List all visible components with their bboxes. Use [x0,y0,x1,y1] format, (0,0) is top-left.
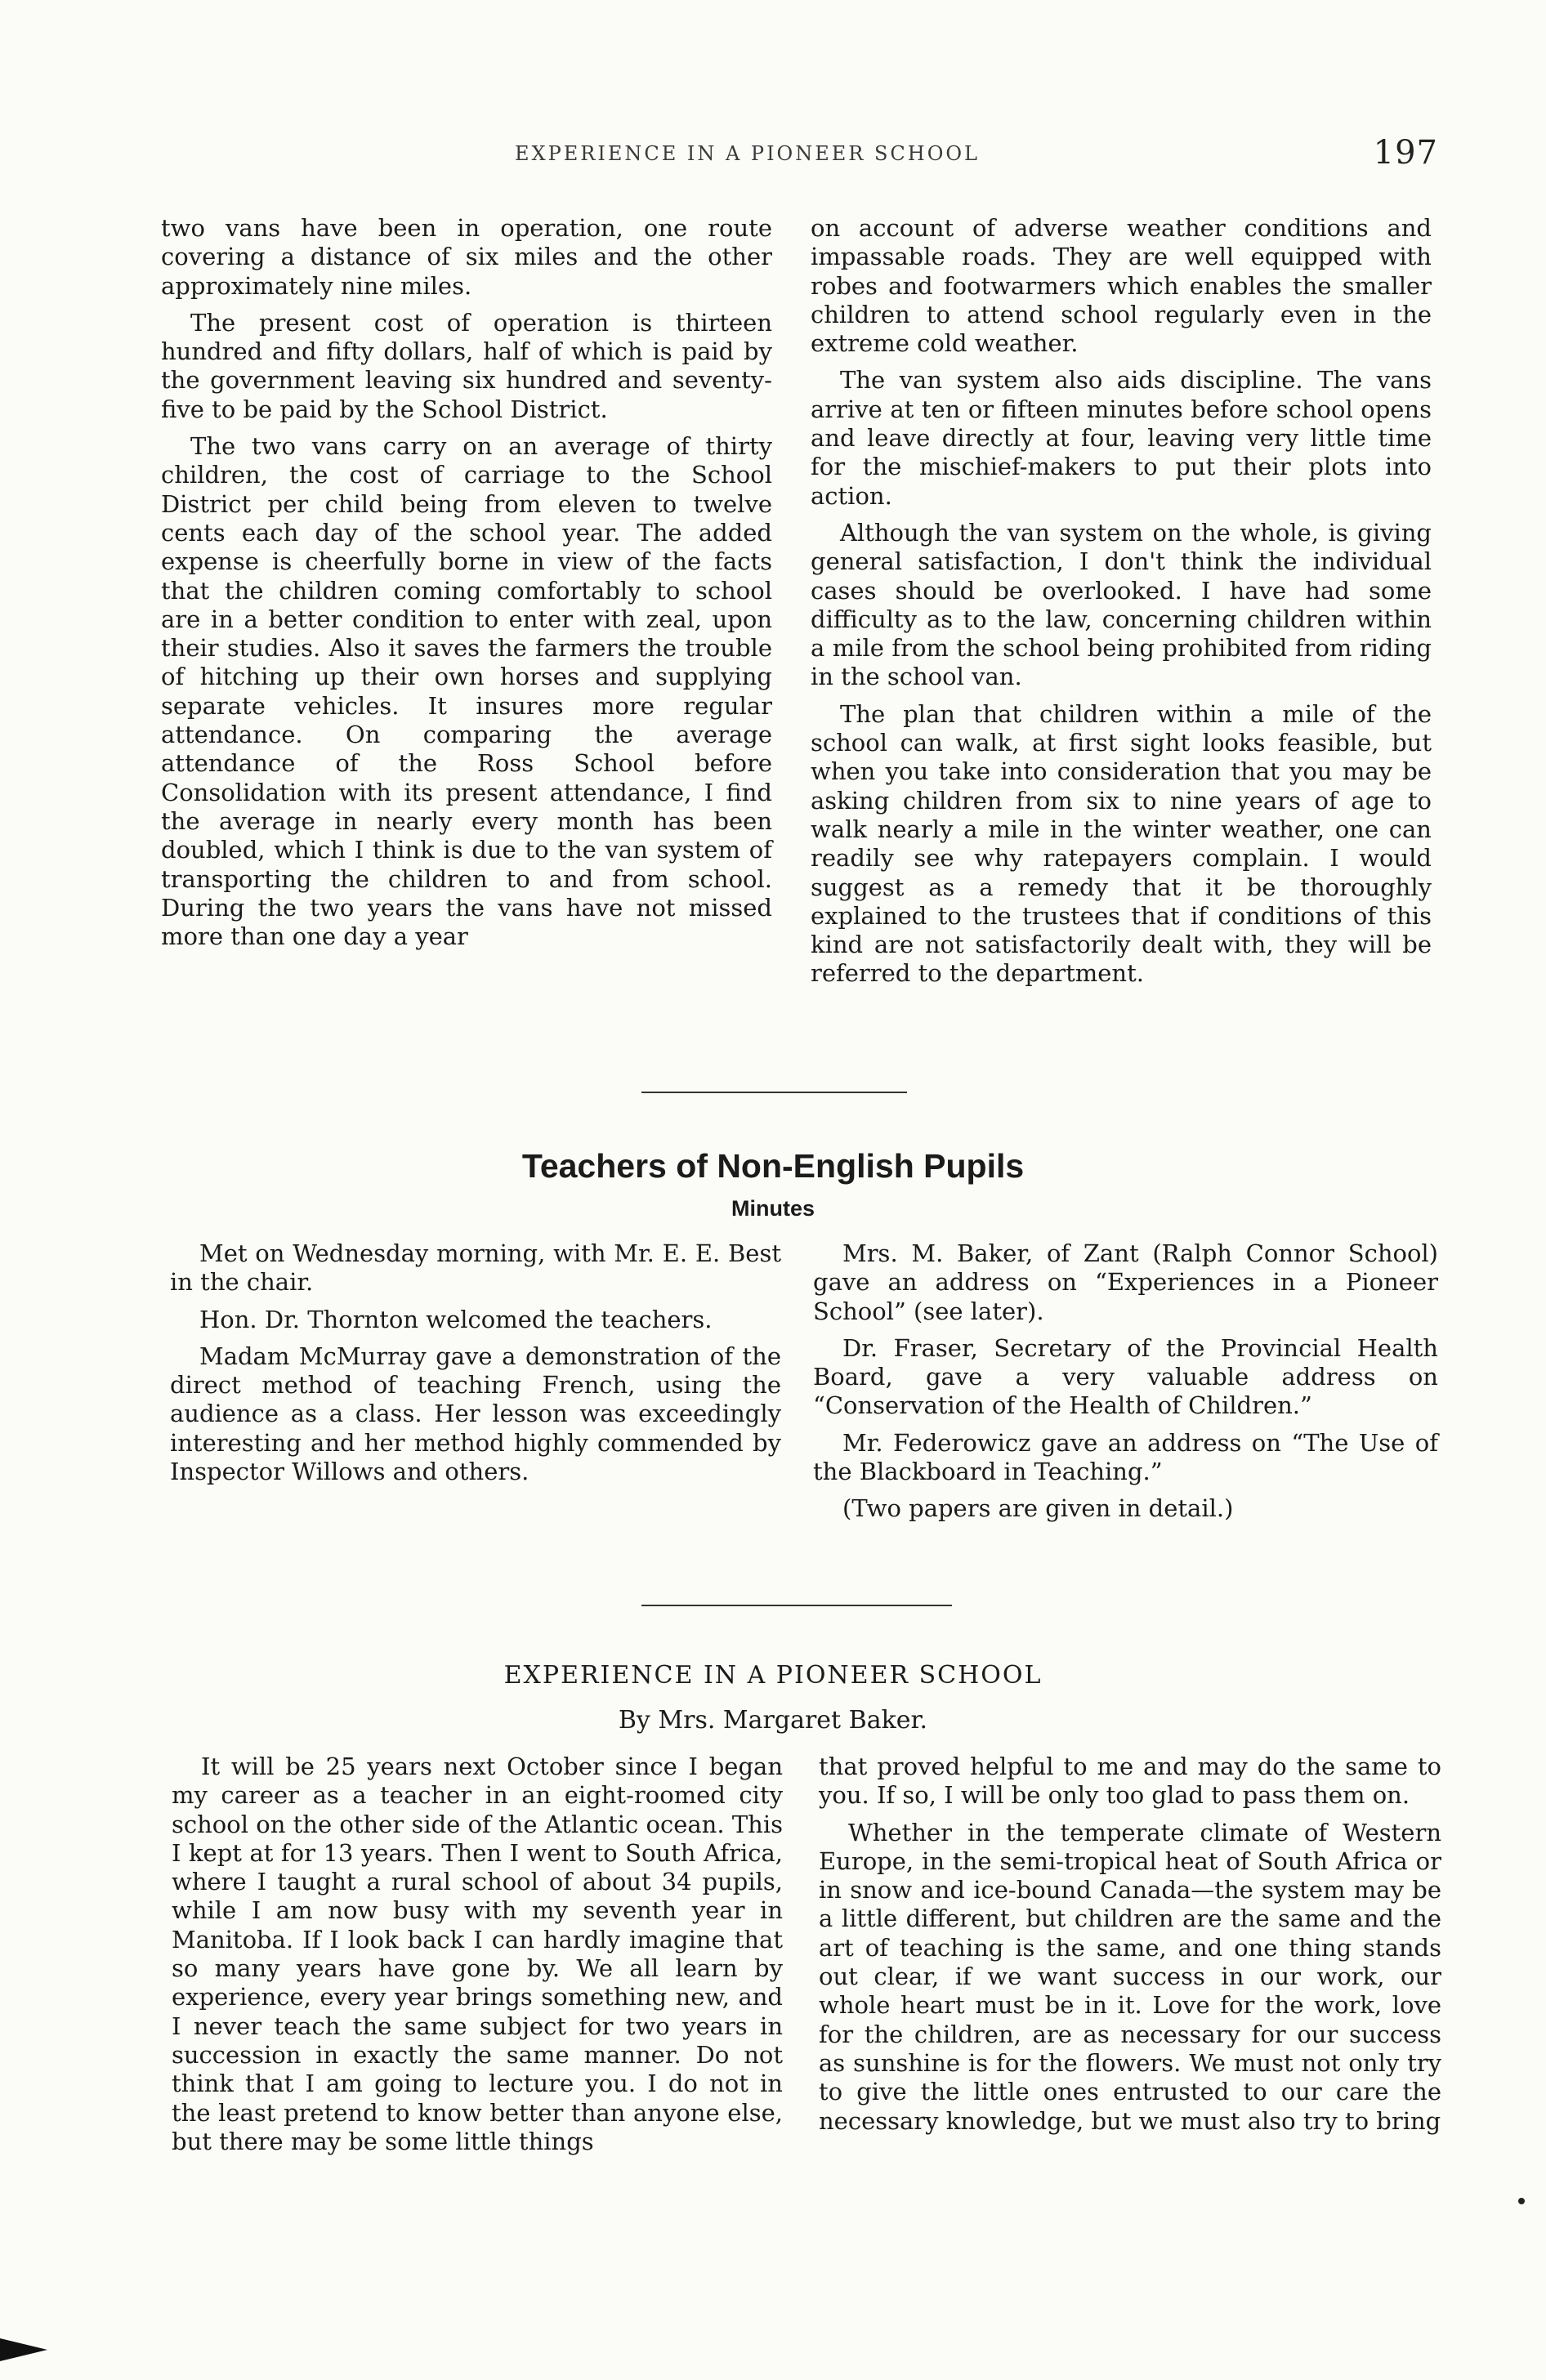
paragraph: It will be 25 years next October since I began my career as a teacher in an eight-roomed city school on the other side of the Atlantic ocean. This I kept at for 13 years. Then I went to South Africa, where I taught a rural school of about 34 pupils, while I am now busy with my seventh year in Manitoba. If I look back I can hardly imagine that so many years have gone by. We all learn by experience, every year brings something new, and I never teach the same subject for two years in succession in exactly the same manner. Do not think that I am going to lecture you. I do not in the least pretend to know better than anyone else, but there may be some little things [172,1753,783,2155]
paragraph: The plan that children within a mile of the school can walk, at first sight looks feasible, but when you take into consideration that you may be asking children from six to nine years of age to walk nearly a mile in the winter weather, one can readily see why ratepayers complain. I would suggest as a remedy that it be thoroughly explained to the trustees that if conditions of this kind are not satisfactorily dealt with, they will be referred to the department. [811,699,1432,988]
top-left-column [161,214,772,959]
running-title: EXPERIENCE IN A PIONEER SCHOOL [515,142,980,165]
arrow-icon [0,2338,47,2361]
section-divider [641,1092,907,1093]
paragraph: Whether in the temperate climate of Western Europe, in the semi-tropical heat of South Africa or in snow and ice-bound Canada—the system may be a little different, but children are the same and the art of teaching is the same, and one thing stands out clear, if we want success in our work, our whole heart must be in it. Love for the work, love for the children, are as necessary for our success as sunshine is for the flowers. We must not only try to give the little ones entrusted to our care the necessary knowledge, but we must also try to bring [819,1818,1441,2135]
paragraph: The present cost of operation is thirteen hundred and fifty dollars, half of which is paid by the government leaving six hundred and seventy-five to be paid by the School District. [161,308,772,423]
paragraph: that proved helpful to me and may do the same to you. If so, I will be only too glad to pass them on. [819,1753,1441,1810]
section-divider [641,1605,952,1606]
article-right-column [819,1753,1441,2144]
paragraph: on account of adverse weather conditions and impassable roads. They are well equipped with robes and footwarmers which enables the smaller children to attend school regularly even in the extreme cold weather. [811,214,1432,358]
minutes-right-column [813,1239,1438,1532]
paragraph: The two vans carry on an average of thirty children, the cost of carriage to the School District per child being from eleven to twelve cents each day of the school year. The added expense is cheerfully borne in view of the facts that the children coming comfortably to school are in a better condition to enter with zeal, upon their studies. Also it saves the farmers the trouble of hitching up their own horses and supplying separate vehicles. It insures more regular attendance. On comparing the average attendance of the Ross School before Consolidation with its present attendance, I find the average in nearly every month has been doubled, which I think is due to the van system of transporting the children to and from school. During the two years the vans have not missed more than one day a year [161,432,772,951]
section-subtitle: Minutes [731,1196,815,1221]
minutes-left-column [170,1239,781,1494]
paragraph: Mrs. M. Baker, of Zant (Ralph Connor School) gave an address on “Experiences in a Pioneer School” (see later). [813,1239,1438,1325]
margin-mark [1518,2198,1525,2204]
paragraph: (Two papers are given in detail.) [842,1494,1234,1523]
top-right-column [811,214,1432,997]
paragraph: Mr. Federowicz gave an address on “The Use of the Blackboard in Teaching.” [813,1428,1438,1486]
article-byline: By Mrs. Margaret Baker. [618,1706,928,1735]
paragraph: Hon. Dr. Thornton welcomed the teachers. [199,1305,713,1333]
page-number: 197 [1373,134,1438,172]
page-header [515,134,1438,172]
paragraph: Madam McMurray gave a demonstration of the direct method of teaching French, using the audience as a class. Her lesson was exceedingly interesting and her method highly commended by Inspector Willows and others. [170,1342,781,1486]
paragraph: two vans have been in operation, one route covering a distance of six miles and the other approximately nine miles. [161,214,772,300]
paragraph: The van system also aids discipline. The vans arrive at ten or fifteen minutes before school opens and leave directly at four, leaving very little time for the mischief-makers to put their plots into action. [811,366,1432,510]
article-left-column [172,1753,783,2164]
section-title: Teachers of Non-English Pupils [521,1147,1025,1185]
paragraph: Dr. Fraser, Secretary of the Provincial Health Board, gave a very valuable address on “Conservation of the Health of Children.” [813,1333,1438,1420]
article-title: EXPERIENCE IN A PIONEER SCHOOL [503,1661,1043,1690]
paragraph: Although the van system on the whole, is giving general satisfaction, I don't think the individual cases should be overlooked. I have had some difficulty as to the law, concerning children within a mile from the school being prohibited from riding in the school van. [811,518,1432,691]
paragraph: Met on Wednesday morning, with Mr. E. E. Best in the chair. [170,1239,781,1297]
